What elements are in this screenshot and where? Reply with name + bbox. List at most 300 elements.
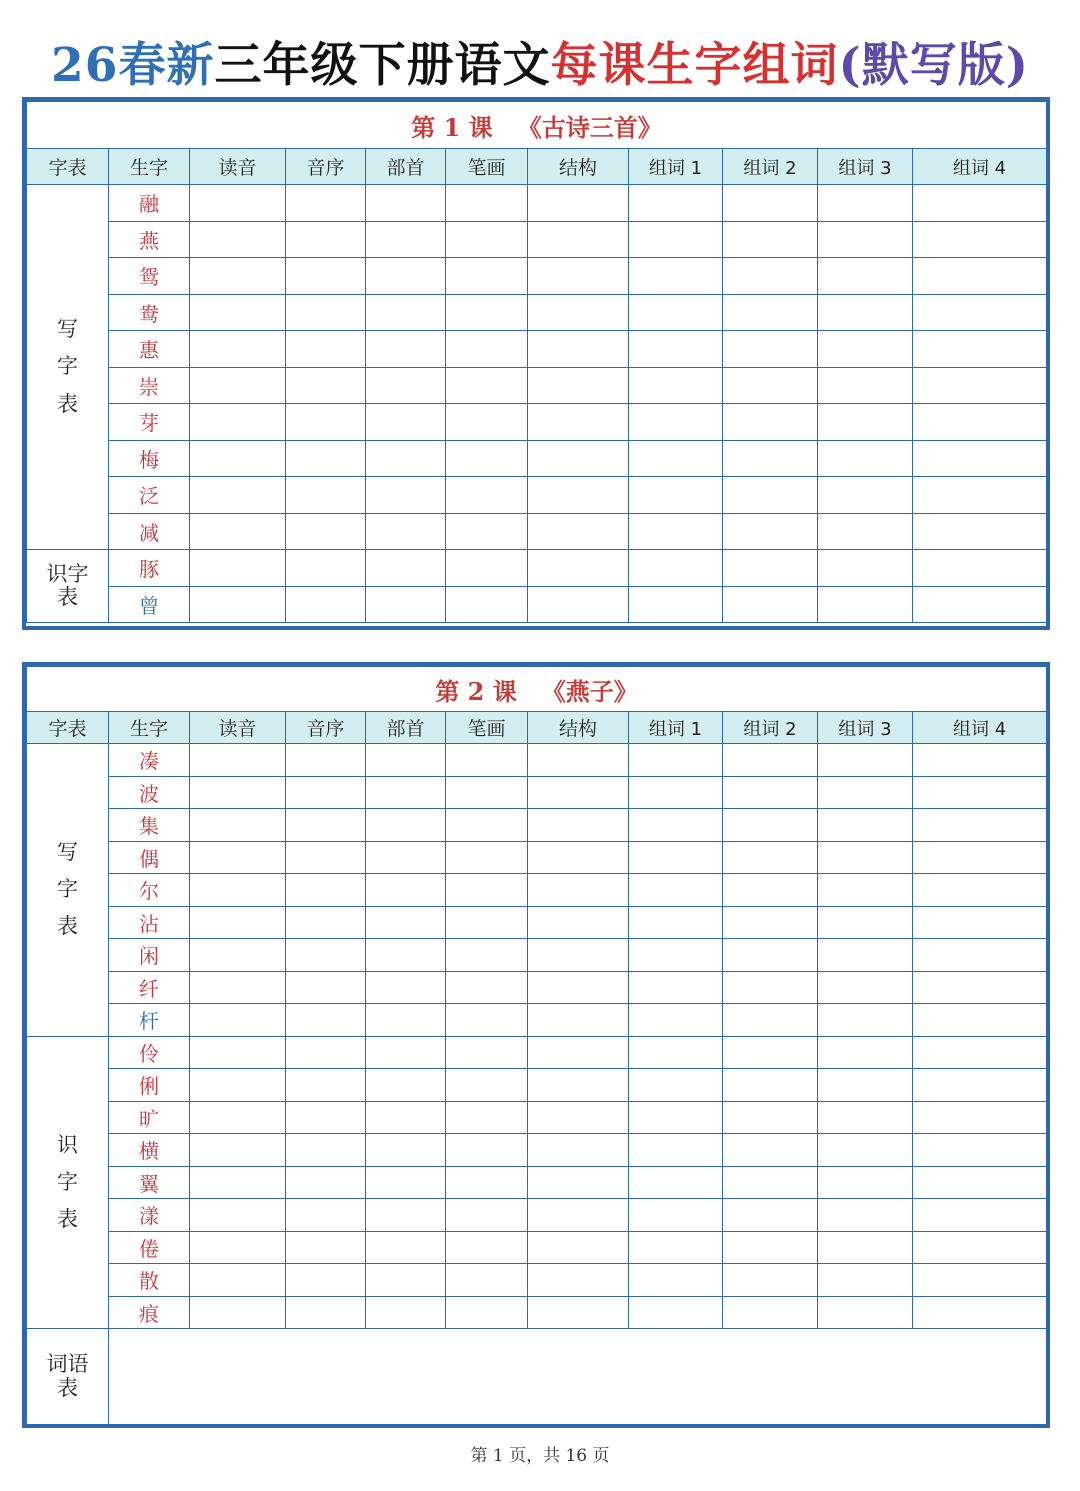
lesson-2-blank-cell[interactable] [366, 1296, 446, 1329]
lesson-1-blank-cell[interactable] [528, 185, 629, 222]
lesson-2-blank-cell[interactable] [190, 1069, 286, 1102]
lesson-2-blank-cell[interactable] [629, 1166, 723, 1199]
lesson-1-blank-cell[interactable] [629, 331, 723, 368]
lesson-2-blank-cell[interactable] [818, 1296, 913, 1329]
lesson-1-blank-cell[interactable] [818, 331, 913, 368]
lesson-2-blank-cell[interactable] [446, 1166, 528, 1199]
lesson-2-blank-cell[interactable] [446, 939, 528, 972]
lesson-1-blank-cell[interactable] [446, 294, 528, 331]
lesson-2-blank-cell[interactable] [629, 1296, 723, 1329]
lesson-2-blank-cell[interactable] [629, 1101, 723, 1134]
lesson-1-blank-cell[interactable] [528, 258, 629, 295]
lesson-2-blank-cell[interactable] [528, 939, 629, 972]
lesson-2-blank-cell[interactable] [286, 1069, 366, 1102]
lesson-2-blank-cell[interactable] [723, 906, 818, 939]
lesson-2-blank-cell[interactable] [366, 841, 446, 874]
lesson-2-blank-cell[interactable] [528, 1004, 629, 1037]
lesson-2-blank-cell[interactable] [286, 1199, 366, 1232]
lesson-1-blank-cell[interactable] [629, 404, 723, 441]
lesson-2-blank-cell[interactable] [286, 1036, 366, 1069]
lesson-1-recognize-label: 识字 表 [27, 550, 109, 623]
lesson-1-blank-cell[interactable] [818, 513, 913, 550]
lesson-2-blank-cell[interactable] [366, 971, 446, 1004]
lesson-2-blank-cell[interactable] [629, 1004, 723, 1037]
lesson-1-blank-cell[interactable] [629, 550, 723, 587]
lesson-2-blank-cell[interactable] [818, 1069, 913, 1102]
lesson-2-blank-cell[interactable] [366, 1264, 446, 1297]
lesson-2-blank-cell[interactable] [528, 874, 629, 907]
lesson-1-blank-cell[interactable] [913, 294, 1047, 331]
lesson-1-blank-cell[interactable] [190, 440, 286, 477]
lesson-2-blank-cell[interactable] [723, 1134, 818, 1167]
lesson-1-write-label: 写 字 表 [27, 185, 109, 550]
lesson-2-char: 波 [109, 776, 190, 809]
lesson-1-blank-cell[interactable] [818, 221, 913, 258]
lesson-2-blank-cell[interactable] [286, 776, 366, 809]
lesson-2-blank-cell[interactable] [286, 939, 366, 972]
lesson-1-char: 崇 [109, 367, 190, 404]
lesson-2-column-header: 结构 [528, 712, 629, 744]
lesson-2-blank-cell[interactable] [723, 1231, 818, 1264]
lesson-1-blank-cell[interactable] [818, 550, 913, 587]
lesson-1-blank-cell[interactable] [446, 477, 528, 514]
lesson-2-blank-cell[interactable] [913, 906, 1047, 939]
lesson-1-blank-cell[interactable] [286, 550, 366, 587]
lesson-2-char-row [27, 1264, 1047, 1297]
lesson-2-blank-cell[interactable] [818, 1004, 913, 1037]
lesson-2-blank-cell[interactable] [286, 874, 366, 907]
lesson-2-blank-cell[interactable] [818, 841, 913, 874]
lesson-2-blank-cell[interactable] [913, 776, 1047, 809]
lesson-2-blank-cell[interactable] [366, 1069, 446, 1102]
lesson-1-blank-cell[interactable] [446, 221, 528, 258]
lesson-2-blank-cell[interactable] [190, 939, 286, 972]
lesson-2-blank-cell[interactable] [913, 1004, 1047, 1037]
lesson-2-blank-cell[interactable] [723, 776, 818, 809]
lesson-2-blank-cell[interactable] [528, 1036, 629, 1069]
lesson-2-blank-cell[interactable] [366, 1101, 446, 1134]
lesson-2-blank-cell[interactable] [913, 971, 1047, 1004]
lesson-1-blank-cell[interactable] [629, 513, 723, 550]
lesson-1-blank-cell[interactable] [366, 550, 446, 587]
lesson-1-blank-cell[interactable] [366, 221, 446, 258]
lesson-2-blank-cell[interactable] [286, 1231, 366, 1264]
lesson-2-blank-cell[interactable] [366, 1134, 446, 1167]
lesson-2-blank-cell[interactable] [446, 809, 528, 842]
lesson-1-char-row [27, 294, 1047, 331]
lesson-2-blank-cell[interactable] [723, 841, 818, 874]
lesson-2-blank-cell[interactable] [190, 1296, 286, 1329]
lesson-1-blank-cell[interactable] [366, 513, 446, 550]
lesson-2-blank-cell[interactable] [723, 1264, 818, 1297]
lesson-1-blank-cell[interactable] [528, 440, 629, 477]
lesson-1-blank-cell[interactable] [366, 440, 446, 477]
lesson-1-blank-cell[interactable] [366, 331, 446, 368]
lesson-2-blank-cell[interactable] [366, 809, 446, 842]
lesson-2-blank-cell[interactable] [723, 874, 818, 907]
lesson-2-blank-cell[interactable] [446, 1199, 528, 1232]
lesson-1-blank-cell[interactable] [528, 477, 629, 514]
lesson-2-blank-cell[interactable] [190, 906, 286, 939]
lesson-1-blank-cell[interactable] [913, 477, 1047, 514]
lesson-2-blank-cell[interactable] [366, 1199, 446, 1232]
lesson-1-blank-cell[interactable] [190, 331, 286, 368]
lesson-2-char-row [27, 1101, 1047, 1134]
lesson-1-blank-cell[interactable] [818, 185, 913, 222]
lesson-1-blank-cell[interactable] [723, 221, 818, 258]
lesson-2-blank-cell[interactable] [190, 776, 286, 809]
lesson-1-blank-cell[interactable] [286, 586, 366, 623]
lesson-2-blank-cell[interactable] [190, 971, 286, 1004]
lesson-2-blank-cell[interactable] [366, 874, 446, 907]
lesson-1-blank-cell[interactable] [286, 294, 366, 331]
lesson-1-column-header: 结构 [528, 149, 629, 185]
lesson-2-char-row [27, 1036, 1047, 1069]
lesson-1-blank-cell[interactable] [723, 258, 818, 295]
lesson-2-blank-cell[interactable] [818, 1101, 913, 1134]
lesson-2-blank-cell[interactable] [818, 1166, 913, 1199]
lesson-2-blank-cell[interactable] [446, 1004, 528, 1037]
lesson-1-blank-cell[interactable] [913, 258, 1047, 295]
lesson-1-blank-cell[interactable] [818, 404, 913, 441]
lesson-2-blank-cell[interactable] [723, 1166, 818, 1199]
lesson-1-column-header: 组词 3 [818, 149, 913, 185]
lesson-2-blank-cell[interactable] [818, 939, 913, 972]
lesson-2-blank-cell[interactable] [190, 744, 286, 777]
lesson-2-char-row [27, 1134, 1047, 1167]
lesson-2-blank-cell[interactable] [446, 1036, 528, 1069]
lesson-2-blank-cell[interactable] [723, 1101, 818, 1134]
lesson-2-blank-cell[interactable] [629, 1231, 723, 1264]
lesson-1-column-header: 字表 [27, 149, 109, 185]
lesson-2-blank-cell[interactable] [818, 906, 913, 939]
lesson-2-blank-cell[interactable] [629, 1264, 723, 1297]
lesson-2-blank-cell[interactable] [528, 1264, 629, 1297]
lesson-2-blank-cell[interactable] [528, 1199, 629, 1232]
lesson-2-blank-cell[interactable] [366, 1036, 446, 1069]
lesson-2-blank-cell[interactable] [366, 776, 446, 809]
lesson-1-blank-cell[interactable] [190, 221, 286, 258]
lesson-1-blank-cell[interactable] [629, 294, 723, 331]
lesson-1-blank-cell[interactable] [190, 258, 286, 295]
lesson-1-blank-cell[interactable] [913, 550, 1047, 587]
lesson-2-blank-cell[interactable] [913, 1264, 1047, 1297]
lesson-1-blank-cell[interactable] [528, 550, 629, 587]
lesson-2-blank-cell[interactable] [528, 1101, 629, 1134]
lesson-1-char: 梅 [109, 440, 190, 477]
lesson-2-blank-cell[interactable] [286, 1134, 366, 1167]
lesson-1-blank-cell[interactable] [913, 367, 1047, 404]
lesson-2-blank-cell[interactable] [286, 971, 366, 1004]
lesson-2-blank-cell[interactable] [286, 1166, 366, 1199]
lesson-1-blank-cell[interactable] [286, 440, 366, 477]
lesson-1-blank-cell[interactable] [913, 331, 1047, 368]
lesson-2-blank-cell[interactable] [913, 1069, 1047, 1102]
lesson-2-blank-cell[interactable] [629, 1134, 723, 1167]
lesson-2-blank-cell[interactable] [818, 776, 913, 809]
lesson-2-blank-cell[interactable] [190, 841, 286, 874]
lesson-2-blank-cell[interactable] [723, 744, 818, 777]
lesson-1-blank-cell[interactable] [528, 404, 629, 441]
lesson-1-blank-cell[interactable] [818, 440, 913, 477]
lesson-2-blank-cell[interactable] [446, 874, 528, 907]
lesson-2-blank-cell[interactable] [723, 1004, 818, 1037]
lesson-2-blank-cell[interactable] [913, 744, 1047, 777]
lesson-2-blank-cell[interactable] [818, 874, 913, 907]
lesson-2-blank-cell[interactable] [190, 1199, 286, 1232]
lesson-1-blank-cell[interactable] [190, 586, 286, 623]
lesson-2-blank-cell[interactable] [723, 1036, 818, 1069]
lesson-2-blank-cell[interactable] [190, 1134, 286, 1167]
lesson-2-blank-cell[interactable] [286, 1101, 366, 1134]
lesson-1-blank-cell[interactable] [446, 440, 528, 477]
lesson-1-blank-cell[interactable] [723, 586, 818, 623]
lesson-2-blank-cell[interactable] [366, 939, 446, 972]
lesson-2-blank-cell[interactable] [629, 809, 723, 842]
lesson-1-blank-cell[interactable] [723, 331, 818, 368]
lesson-1-blank-cell[interactable] [286, 404, 366, 441]
lesson-1-blank-cell[interactable] [629, 258, 723, 295]
lesson-1-blank-cell[interactable] [629, 367, 723, 404]
lesson-2-blank-cell[interactable] [286, 744, 366, 777]
lesson-2-blank-cell[interactable] [913, 809, 1047, 842]
lesson-1-blank-cell[interactable] [528, 294, 629, 331]
lesson-2-blank-cell[interactable] [286, 906, 366, 939]
lesson-2-blank-cell[interactable] [818, 744, 913, 777]
lesson-2-blank-cell[interactable] [818, 1264, 913, 1297]
lesson-2-blank-cell[interactable] [528, 776, 629, 809]
lesson-1-blank-cell[interactable] [818, 294, 913, 331]
lesson-1-blank-cell[interactable] [723, 404, 818, 441]
lesson-1-blank-cell[interactable] [723, 513, 818, 550]
lesson-2-blank-cell[interactable] [286, 809, 366, 842]
lesson-1-blank-cell[interactable] [818, 258, 913, 295]
lesson-1-blank-cell[interactable] [723, 440, 818, 477]
lesson-1-blank-cell[interactable] [913, 440, 1047, 477]
lesson-2-blank-cell[interactable] [913, 1134, 1047, 1167]
lesson-2-blank-cell[interactable] [446, 744, 528, 777]
lesson-2-blank-cell[interactable] [190, 1036, 286, 1069]
lesson-2-blank-cell[interactable] [723, 1069, 818, 1102]
lesson-1-blank-cell[interactable] [629, 440, 723, 477]
lesson-2-blank-cell[interactable] [723, 809, 818, 842]
lesson-1-blank-cell[interactable] [446, 185, 528, 222]
lesson-1-blank-cell[interactable] [446, 367, 528, 404]
lesson-2-blank-cell[interactable] [190, 1166, 286, 1199]
lesson-2-blank-cell[interactable] [190, 1231, 286, 1264]
lesson-2-blank-cell[interactable] [818, 1036, 913, 1069]
lesson-1-blank-cell[interactable] [818, 586, 913, 623]
lesson-1-blank-cell[interactable] [913, 586, 1047, 623]
lesson-2-blank-cell[interactable] [286, 841, 366, 874]
lesson-2-blank-cell[interactable] [286, 1296, 366, 1329]
lesson-1-blank-cell[interactable] [528, 367, 629, 404]
lesson-2-blank-cell[interactable] [723, 939, 818, 972]
lesson-1-blank-cell[interactable] [286, 185, 366, 222]
lesson-2-blank-cell[interactable] [528, 1296, 629, 1329]
lesson-1-char-row [27, 185, 1047, 222]
lesson-2-blank-cell[interactable] [528, 809, 629, 842]
lesson-2-blank-cell[interactable] [528, 841, 629, 874]
lesson-2-blank-cell[interactable] [366, 744, 446, 777]
lesson-2-blank-cell[interactable] [818, 1231, 913, 1264]
lesson-1-char-row [27, 404, 1047, 441]
lesson-1-blank-cell[interactable] [629, 221, 723, 258]
lesson-2-blank-cell[interactable] [629, 776, 723, 809]
lesson-2-blank-cell[interactable] [366, 1166, 446, 1199]
lesson-1-char: 燕 [109, 221, 190, 258]
lesson-2-blank-cell[interactable] [913, 1296, 1047, 1329]
lesson-2-blank-cell[interactable] [446, 971, 528, 1004]
lesson-1-blank-cell[interactable] [528, 586, 629, 623]
lesson-2-blank-cell[interactable] [366, 1004, 446, 1037]
lesson-2-blank-cell[interactable] [366, 1231, 446, 1264]
lesson-1-blank-cell[interactable] [723, 185, 818, 222]
lesson-2-blank-cell[interactable] [913, 1036, 1047, 1069]
lesson-1-blank-cell[interactable] [528, 331, 629, 368]
lesson-1-blank-cell[interactable] [446, 550, 528, 587]
lesson-1-blank-cell[interactable] [190, 477, 286, 514]
lesson-1-blank-cell[interactable] [723, 550, 818, 587]
lesson-2-blank-cell[interactable] [723, 971, 818, 1004]
lesson-2-blank-cell[interactable] [446, 906, 528, 939]
lesson-2-blank-cell[interactable] [366, 906, 446, 939]
lesson-1-blank-cell[interactable] [528, 221, 629, 258]
lesson-2-column-header: 组词 1 [629, 712, 723, 744]
lesson-1-blank-cell[interactable] [366, 367, 446, 404]
lesson-2-blank-cell[interactable] [528, 1166, 629, 1199]
lesson-2-blank-cell[interactable] [913, 1231, 1047, 1264]
lesson-1-blank-cell[interactable] [723, 294, 818, 331]
lesson-2-blank-cell[interactable] [528, 744, 629, 777]
lesson-1-blank-cell[interactable] [286, 367, 366, 404]
lesson-2-blank-cell[interactable] [913, 874, 1047, 907]
lesson-2-blank-cell[interactable] [818, 1199, 913, 1232]
lesson-2-blank-cell[interactable] [629, 971, 723, 1004]
lesson-2-blank-cell[interactable] [446, 1101, 528, 1134]
lesson-1-blank-cell[interactable] [286, 513, 366, 550]
lesson-1-blank-cell[interactable] [190, 404, 286, 441]
lesson-1-char: 惠 [109, 331, 190, 368]
lesson-2-blank-cell[interactable] [818, 1134, 913, 1167]
lesson-1-blank-cell[interactable] [190, 185, 286, 222]
lesson-2-blank-cell[interactable] [723, 1199, 818, 1232]
lesson-1-blank-cell[interactable] [446, 586, 528, 623]
lesson-2-blank-cell[interactable] [286, 1264, 366, 1297]
lesson-1-blank-cell[interactable] [190, 513, 286, 550]
lesson-2-blank-cell[interactable] [629, 1069, 723, 1102]
lesson-1-blank-cell[interactable] [190, 367, 286, 404]
lesson-1-blank-cell[interactable] [286, 258, 366, 295]
lesson-2-blank-cell[interactable] [913, 1101, 1047, 1134]
lesson-2-blank-cell[interactable] [446, 1296, 528, 1329]
lesson-1-blank-cell[interactable] [190, 294, 286, 331]
lesson-2-column-header: 组词 2 [723, 712, 818, 744]
lesson-1-blank-cell[interactable] [818, 367, 913, 404]
lesson-2-blank-cell[interactable] [818, 971, 913, 1004]
lesson-1-blank-cell[interactable] [629, 586, 723, 623]
lesson-2-blank-cell[interactable] [528, 1069, 629, 1102]
lesson-1-table [26, 101, 1047, 623]
lesson-2-blank-cell[interactable] [190, 1264, 286, 1297]
lesson-1-blank-cell[interactable] [913, 404, 1047, 441]
lesson-2-blank-cell[interactable] [446, 776, 528, 809]
lesson-1-blank-cell[interactable] [366, 294, 446, 331]
lesson-1-blank-cell[interactable] [723, 477, 818, 514]
lesson-2-words-area[interactable] [109, 1329, 1047, 1425]
lesson-1-blank-cell[interactable] [190, 550, 286, 587]
lesson-2-blank-cell[interactable] [528, 906, 629, 939]
lesson-2-blank-cell[interactable] [629, 744, 723, 777]
lesson-2-char-row [27, 906, 1047, 939]
lesson-2-blank-cell[interactable] [528, 1134, 629, 1167]
lesson-2-blank-cell[interactable] [528, 1231, 629, 1264]
lesson-2-blank-cell[interactable] [629, 841, 723, 874]
lesson-2-char: 杆 [109, 1004, 190, 1037]
lesson-2-blank-cell[interactable] [818, 809, 913, 842]
lesson-2-blank-cell[interactable] [723, 1296, 818, 1329]
lesson-2-blank-cell[interactable] [913, 1199, 1047, 1232]
lesson-1-blank-cell[interactable] [286, 477, 366, 514]
lesson-1-blank-cell[interactable] [366, 404, 446, 441]
lesson-2-char-row [27, 744, 1047, 777]
lesson-2-blank-cell[interactable] [629, 939, 723, 972]
page-title [0, 28, 1080, 95]
lesson-2-blank-cell[interactable] [190, 809, 286, 842]
lesson-2-char-row [27, 776, 1047, 809]
lesson-2-blank-cell[interactable] [190, 1004, 286, 1037]
lesson-1-blank-cell[interactable] [366, 586, 446, 623]
lesson-2-blank-cell[interactable] [629, 874, 723, 907]
lesson-1-blank-cell[interactable] [366, 477, 446, 514]
lesson-2-blank-cell[interactable] [528, 971, 629, 1004]
lesson-2-blank-cell[interactable] [446, 1069, 528, 1102]
lesson-1-blank-cell[interactable] [446, 258, 528, 295]
lesson-2-blank-cell[interactable] [629, 906, 723, 939]
lesson-1-column-header: 部首 [366, 149, 446, 185]
lesson-2-blank-cell[interactable] [286, 1004, 366, 1037]
lesson-2-blank-cell[interactable] [190, 1101, 286, 1134]
lesson-2-blank-cell[interactable] [913, 939, 1047, 972]
lesson-2-blank-cell[interactable] [446, 1134, 528, 1167]
lesson-2-blank-cell[interactable] [913, 1166, 1047, 1199]
lesson-1-blank-cell[interactable] [629, 185, 723, 222]
lesson-2-char: 偶 [109, 841, 190, 874]
lesson-1-blank-cell[interactable] [629, 477, 723, 514]
lesson-1-blank-cell[interactable] [286, 221, 366, 258]
lesson-1-blank-cell[interactable] [913, 185, 1047, 222]
lesson-2-blank-cell[interactable] [446, 841, 528, 874]
lesson-2-blank-cell[interactable] [629, 1036, 723, 1069]
lesson-2-blank-cell[interactable] [190, 874, 286, 907]
lesson-2-char-row [27, 841, 1047, 874]
lesson-2-blank-cell[interactable] [629, 1199, 723, 1232]
lesson-1-blank-cell[interactable] [446, 331, 528, 368]
lesson-2-blank-cell[interactable] [913, 841, 1047, 874]
lesson-1-blank-cell[interactable] [913, 513, 1047, 550]
lesson-2-blank-cell[interactable] [446, 1264, 528, 1297]
lesson-2-blank-cell[interactable] [446, 1231, 528, 1264]
lesson-1-blank-cell[interactable] [528, 513, 629, 550]
lesson-1-blank-cell[interactable] [818, 477, 913, 514]
lesson-1-blank-cell[interactable] [446, 513, 528, 550]
lesson-1-blank-cell[interactable] [723, 367, 818, 404]
lesson-1-blank-cell[interactable] [446, 404, 528, 441]
lesson-1-blank-cell[interactable] [366, 185, 446, 222]
lesson-1-blank-cell[interactable] [286, 331, 366, 368]
lesson-1-blank-cell[interactable] [366, 258, 446, 295]
lesson-1-blank-cell[interactable] [913, 221, 1047, 258]
